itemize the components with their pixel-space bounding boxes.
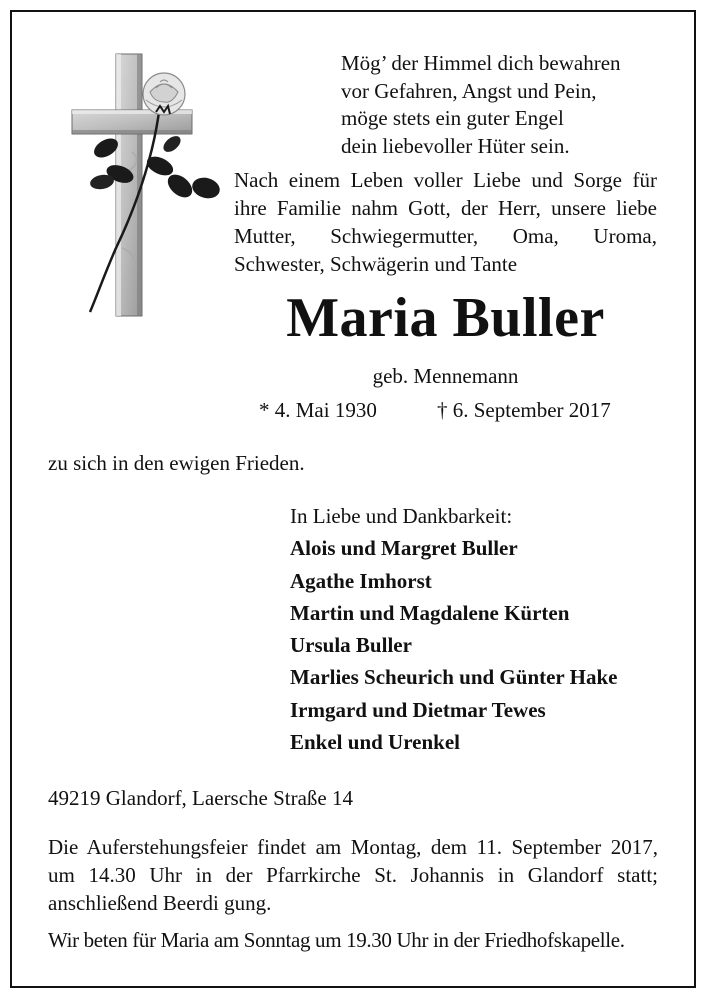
poem-line: vor Gefahren, Angst und Pein,: [341, 78, 597, 103]
mourner-family: Irmgard und Dietmar Tewes: [290, 697, 546, 722]
poem-line: Mög’ der Himmel dich bewahren: [341, 51, 621, 75]
mourner-family: Ursula Buller: [290, 633, 412, 658]
mourner-family: Enkel und Urenkel: [290, 730, 460, 755]
cross-with-rose-icon: [60, 48, 230, 328]
service-line: Die Auferstehungsfeier findet am Montag, dem 11. September 2017,: [48, 835, 658, 859]
mourner-family: Alois und Margret Buller: [290, 536, 518, 561]
birth-date: * 4. Mai 1930: [259, 398, 377, 422]
prayer-info: Wir beten für Maria am Sonntag um 19.30 Uhr in der Friedhofskapelle.: [48, 928, 625, 952]
service-line: anschließend Beerdi gung.: [48, 891, 272, 915]
mourners-list: [290, 500, 617, 758]
mourners-heading: In Liebe und Dankbarkeit:: [290, 504, 513, 528]
intro-paragraph: [234, 166, 657, 278]
continuation-text: zu sich in den ewigen Frieden.: [48, 451, 305, 475]
poem-verse: [341, 50, 681, 160]
service-line: um 14.30 Uhr in der Pfarrkirche St. Johannis in Glandorf statt;: [48, 863, 658, 887]
funeral-service-info: [48, 833, 658, 917]
poem-line: dein liebevoller Hüter sein.: [341, 133, 570, 158]
intro-line: Schwester, Schwägerin und Tante: [234, 252, 518, 276]
mourner-family: Martin und Magdalene Kürten: [290, 600, 570, 625]
death-date: † 6. September 2017: [437, 398, 611, 422]
family-address: 49219 Glandorf, Laersche Straße 14: [48, 786, 353, 810]
birth-name: geb. Mennemann: [372, 364, 519, 388]
poem-line: möge stets ein guter Engel: [341, 106, 564, 130]
intro-line: ihre Familie nahm Gott, der Herr, unsere liebe: [234, 196, 657, 220]
mourner-family: Agathe Imhorst: [290, 568, 432, 593]
mourner-family: Marlies Scheurich und Günter Hake: [290, 665, 618, 690]
intro-line: Nach einem Leben voller Liebe und Sorge für: [234, 168, 657, 192]
deceased-name: Maria Buller: [286, 287, 605, 349]
intro-line: Mutter, Schwiegermutter, Oma, Uroma,: [234, 224, 657, 248]
